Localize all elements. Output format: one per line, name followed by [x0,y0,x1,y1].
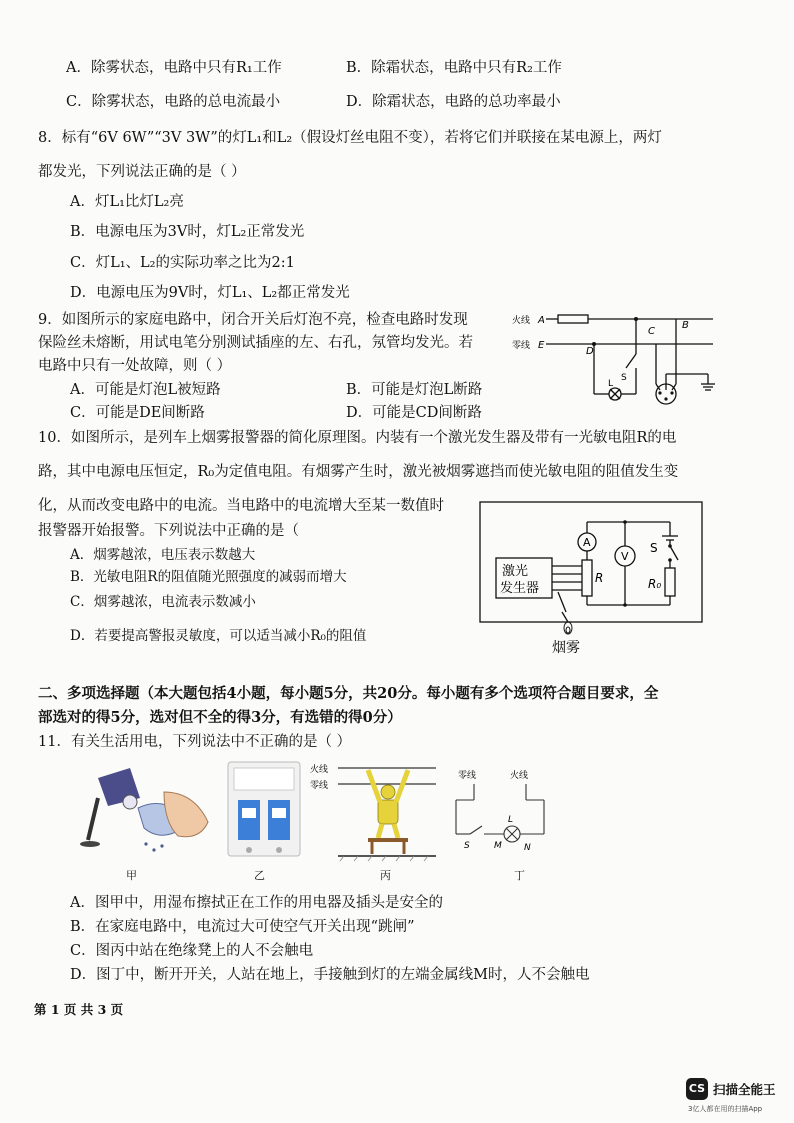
q10-stem-line4: 报警器开始报警。下列说法中正确的是（ [38,523,299,539]
q11-fig-bing [308,758,440,862]
q10-stem-line1: 10．如图所示，是列车上烟雾报警器的简化原理图。内装有一个激光发生器及带有一光敏电阻R的电 [38,430,677,446]
svg-text:火线: 火线 [510,771,529,781]
svg-text:C: C [648,326,655,337]
page-footer: 第 1 页 共 3 页 [34,1002,124,1017]
q7-option-d: D．除霜状态，电路的总功率最小 [346,94,561,110]
svg-text:发生器: 发生器 [500,581,540,596]
q7-option-a: A．除雾状态，电路中只有R₁工作 [66,60,282,76]
svg-text:V: V [621,550,629,563]
q9-stem-line2: 保险丝未熔断，用试电笔分别测试插座的左、右孔，氖管均发光。若 [38,335,473,351]
caption-jia: 甲 [126,869,137,882]
q9-option-c: C．可能是DE间断路 [70,405,205,421]
q9-option-b: B．可能是灯泡L断路 [346,382,483,398]
section2-header-line2: 部选对的得5分，选对但不全的得3分，有选错的得0分） [38,709,402,726]
caption-ding: 丁 [514,869,525,882]
q11-fig-jia [68,758,220,862]
svg-text:R₀: R₀ [648,577,662,591]
q10-alarm-diagram [478,500,706,656]
svg-text:零线: 零线 [310,781,329,791]
q8-option-d: D．电源电压为9V时，灯L₁、L₂都正常发光 [70,285,350,301]
q11-option-a: A．图甲中，用湿布擦拭正在工作的用电器及插头是安全的 [70,895,443,911]
caption-yi: 乙 [254,869,265,882]
q10-stem-line2: 路，其中电源电压恒定，R₀为定值电阻。有烟雾产生时，激光被烟雾遮挡而使光敏电阻的阻值发生变 [38,464,679,480]
svg-text:N: N [524,843,531,853]
q11-stem: 11．有关生活用电，下列说法中不正确的是（ ） [38,734,352,750]
q9-option-d: D．可能是CD间断路 [346,405,482,421]
q8-option-b: B．电源电压为3V时，灯L₂正常发光 [70,224,305,240]
q9-option-a: A．可能是灯泡L被短路 [70,382,221,398]
svg-text:A: A [538,315,545,326]
svg-text:S: S [464,841,470,851]
q7-option-c: C．除雾状态，电路的总电流最小 [66,94,281,110]
q9-circuit-diagram [508,306,720,418]
svg-text:激光: 激光 [502,564,529,579]
q9-stem-line1: 9．如图所示的家庭电路中，闭合开关后灯泡不亮，检查电路时发现 [38,312,468,328]
svg-text:零线: 零线 [512,341,531,351]
q10-option-a: A．烟雾越浓，电压表示数越大 [70,547,256,563]
svg-text:M: M [494,841,502,851]
q11-option-b: B．在家庭电路中，电流过大可使空气开关出现“跳闸” [70,919,415,935]
q10-option-d: D．若要提高警报灵敏度，可以适当减小R₀的阻值 [70,628,367,644]
breaker-lever-right [268,800,290,840]
section2-header-line1: 二、多项选择题（本大题包括4小题，每小题5分，共20分。每小题有多个选项符合题目要求，全 [38,685,659,702]
svg-text:E: E [538,340,545,351]
breaker-lever-left [238,800,260,840]
caption-bing: 丙 [380,869,391,882]
q10-option-c: C．烟雾越浓，电流表示数减小 [70,594,256,610]
q10-option-b: B．光敏电阻R的阻值随光照强度的减弱而增大 [70,569,347,585]
q11-option-d: D．图丁中，断开开关，人站在地上，手接触到灯的左端金属线M时，人不会触电 [70,967,590,983]
q11-fig-ding [448,766,558,856]
q8-option-a: A．灯L₁比灯L₂亮 [70,194,184,210]
camscanner-logo-icon: CS [686,1078,708,1100]
svg-text:B: B [682,320,689,331]
svg-text:A: A [583,536,591,549]
svg-text:R: R [595,571,604,585]
svg-text:L: L [608,379,614,389]
svg-text:S: S [650,541,658,555]
q11-fig-yi [224,760,304,860]
q8-stem-line1: 8．标有“6V 6W”“3V 3W”的灯L₁和L₂（假设灯丝电阻不变），若将它们并联接在某电源上，两灯 [38,130,662,146]
q8-option-c: C．灯L₁、L₂的实际功率之比为2:1 [70,255,295,271]
person-icon [368,770,408,838]
watermark-name: 扫描全能王 [713,1082,776,1097]
svg-text:火线: 火线 [512,316,531,326]
q8-stem-line2: 都发光，下列说法正确的是（ ） [38,164,246,180]
svg-text:S: S [621,373,627,383]
q9-stem-line3: 电路中只有一处故障，则（ ） [38,358,232,374]
svg-text:L: L [508,815,514,825]
svg-text:烟雾: 烟雾 [552,640,580,656]
fuse-icon [558,315,588,323]
q10-stem-line3: 化，从而改变电路中的电流。当电路中的电流增大至某一数值时 [38,498,444,514]
q7-option-b: B．除霜状态，电路中只有R₂工作 [346,60,562,76]
q11-option-c: C．图丙中站在绝缘凳上的人不会触电 [70,943,314,959]
svg-text:零线: 零线 [458,771,477,781]
svg-text:火线: 火线 [310,765,329,775]
watermark-subtitle: 3亿人都在用的扫描App [688,1105,763,1113]
svg-text:D: D [586,346,594,357]
